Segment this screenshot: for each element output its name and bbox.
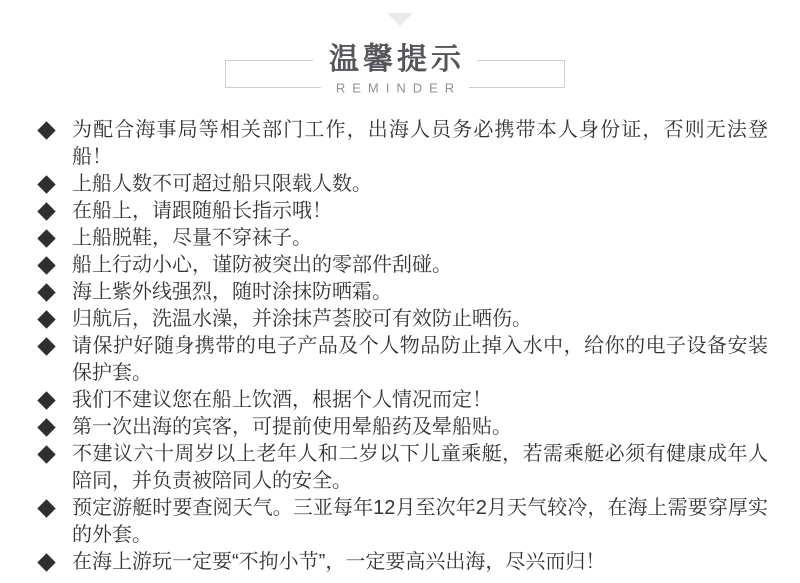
tip-text: 我们不建议您在船上饮酒，根据个人情况而定！ [72,389,492,411]
diamond-bullet-icon [37,283,55,301]
tip-text: 不建议六十周岁以上老年人和二岁以下儿童乘艇，若需乘艇必须有健康成年人陪同，并负责被陪同人的安全。 [72,443,768,492]
tip-text: 在海上游玩一定要“不拘小节”，一定要高兴出海，尽兴而归！ [72,551,606,573]
diamond-bullet-icon [37,229,55,247]
diamond-bullet-icon [37,337,55,355]
diamond-bullet-icon [37,256,55,274]
diamond-bullet-icon [37,175,55,193]
tip-item [38,387,768,414]
tip-text: 第一次出海的宾客，可提前使用晕船药及晕船贴。 [72,416,512,438]
tip-item [38,306,768,333]
tip-text: 预定游艇时要查阅天气。三亚每年12月至次年2月天气较冷，在海上需要穿厚实的外套。 [72,497,768,546]
diamond-bullet-icon [37,391,55,409]
tip-item [38,225,768,252]
chevron-down-icon [387,13,413,26]
diamond-bullet-icon [37,310,55,328]
diamond-bullet-icon [37,202,55,220]
tip-item [38,198,768,225]
diamond-bullet-icon [37,499,55,517]
tip-text: 为配合海事局等相关部门工作，出海人员务必携带本人身份证，否则无法登船！ [72,119,768,168]
tip-text: 海上紫外线强烈，随时涂抹防晒霜。 [72,281,392,303]
page-subtitle: REMINDER [321,82,469,95]
tip-text: 在船上，请跟随船长指示哦！ [72,200,332,222]
tip-item [38,549,768,576]
tips-list [38,117,768,576]
tip-text: 请保护好随身携带的电子产品及个人物品防止掉入水中，给你的电子设备安装保护套。 [72,335,768,384]
tip-item [38,333,768,387]
tip-item [38,441,768,495]
tip-text: 归航后，洗温水澡，并涂抹芦荟胶可有效防止晒伤。 [72,308,532,330]
page-title: 温馨提示 [313,45,477,75]
tip-item [38,414,768,441]
diamond-bullet-icon [37,121,55,139]
tip-item [38,171,768,198]
tip-item [38,495,768,549]
diamond-bullet-icon [37,418,55,436]
tip-text: 上船脱鞋，尽量不穿袜子。 [72,227,312,249]
tip-item [38,252,768,279]
tip-item [38,117,768,171]
diamond-bullet-icon [37,553,55,571]
tip-text: 上船人数不可超过船只限载人数。 [72,173,372,195]
diamond-bullet-icon [37,445,55,463]
title-frame [225,42,565,96]
tip-text: 船上行动小心，谨防被突出的零部件刮碰。 [72,254,452,276]
tip-item [38,279,768,306]
